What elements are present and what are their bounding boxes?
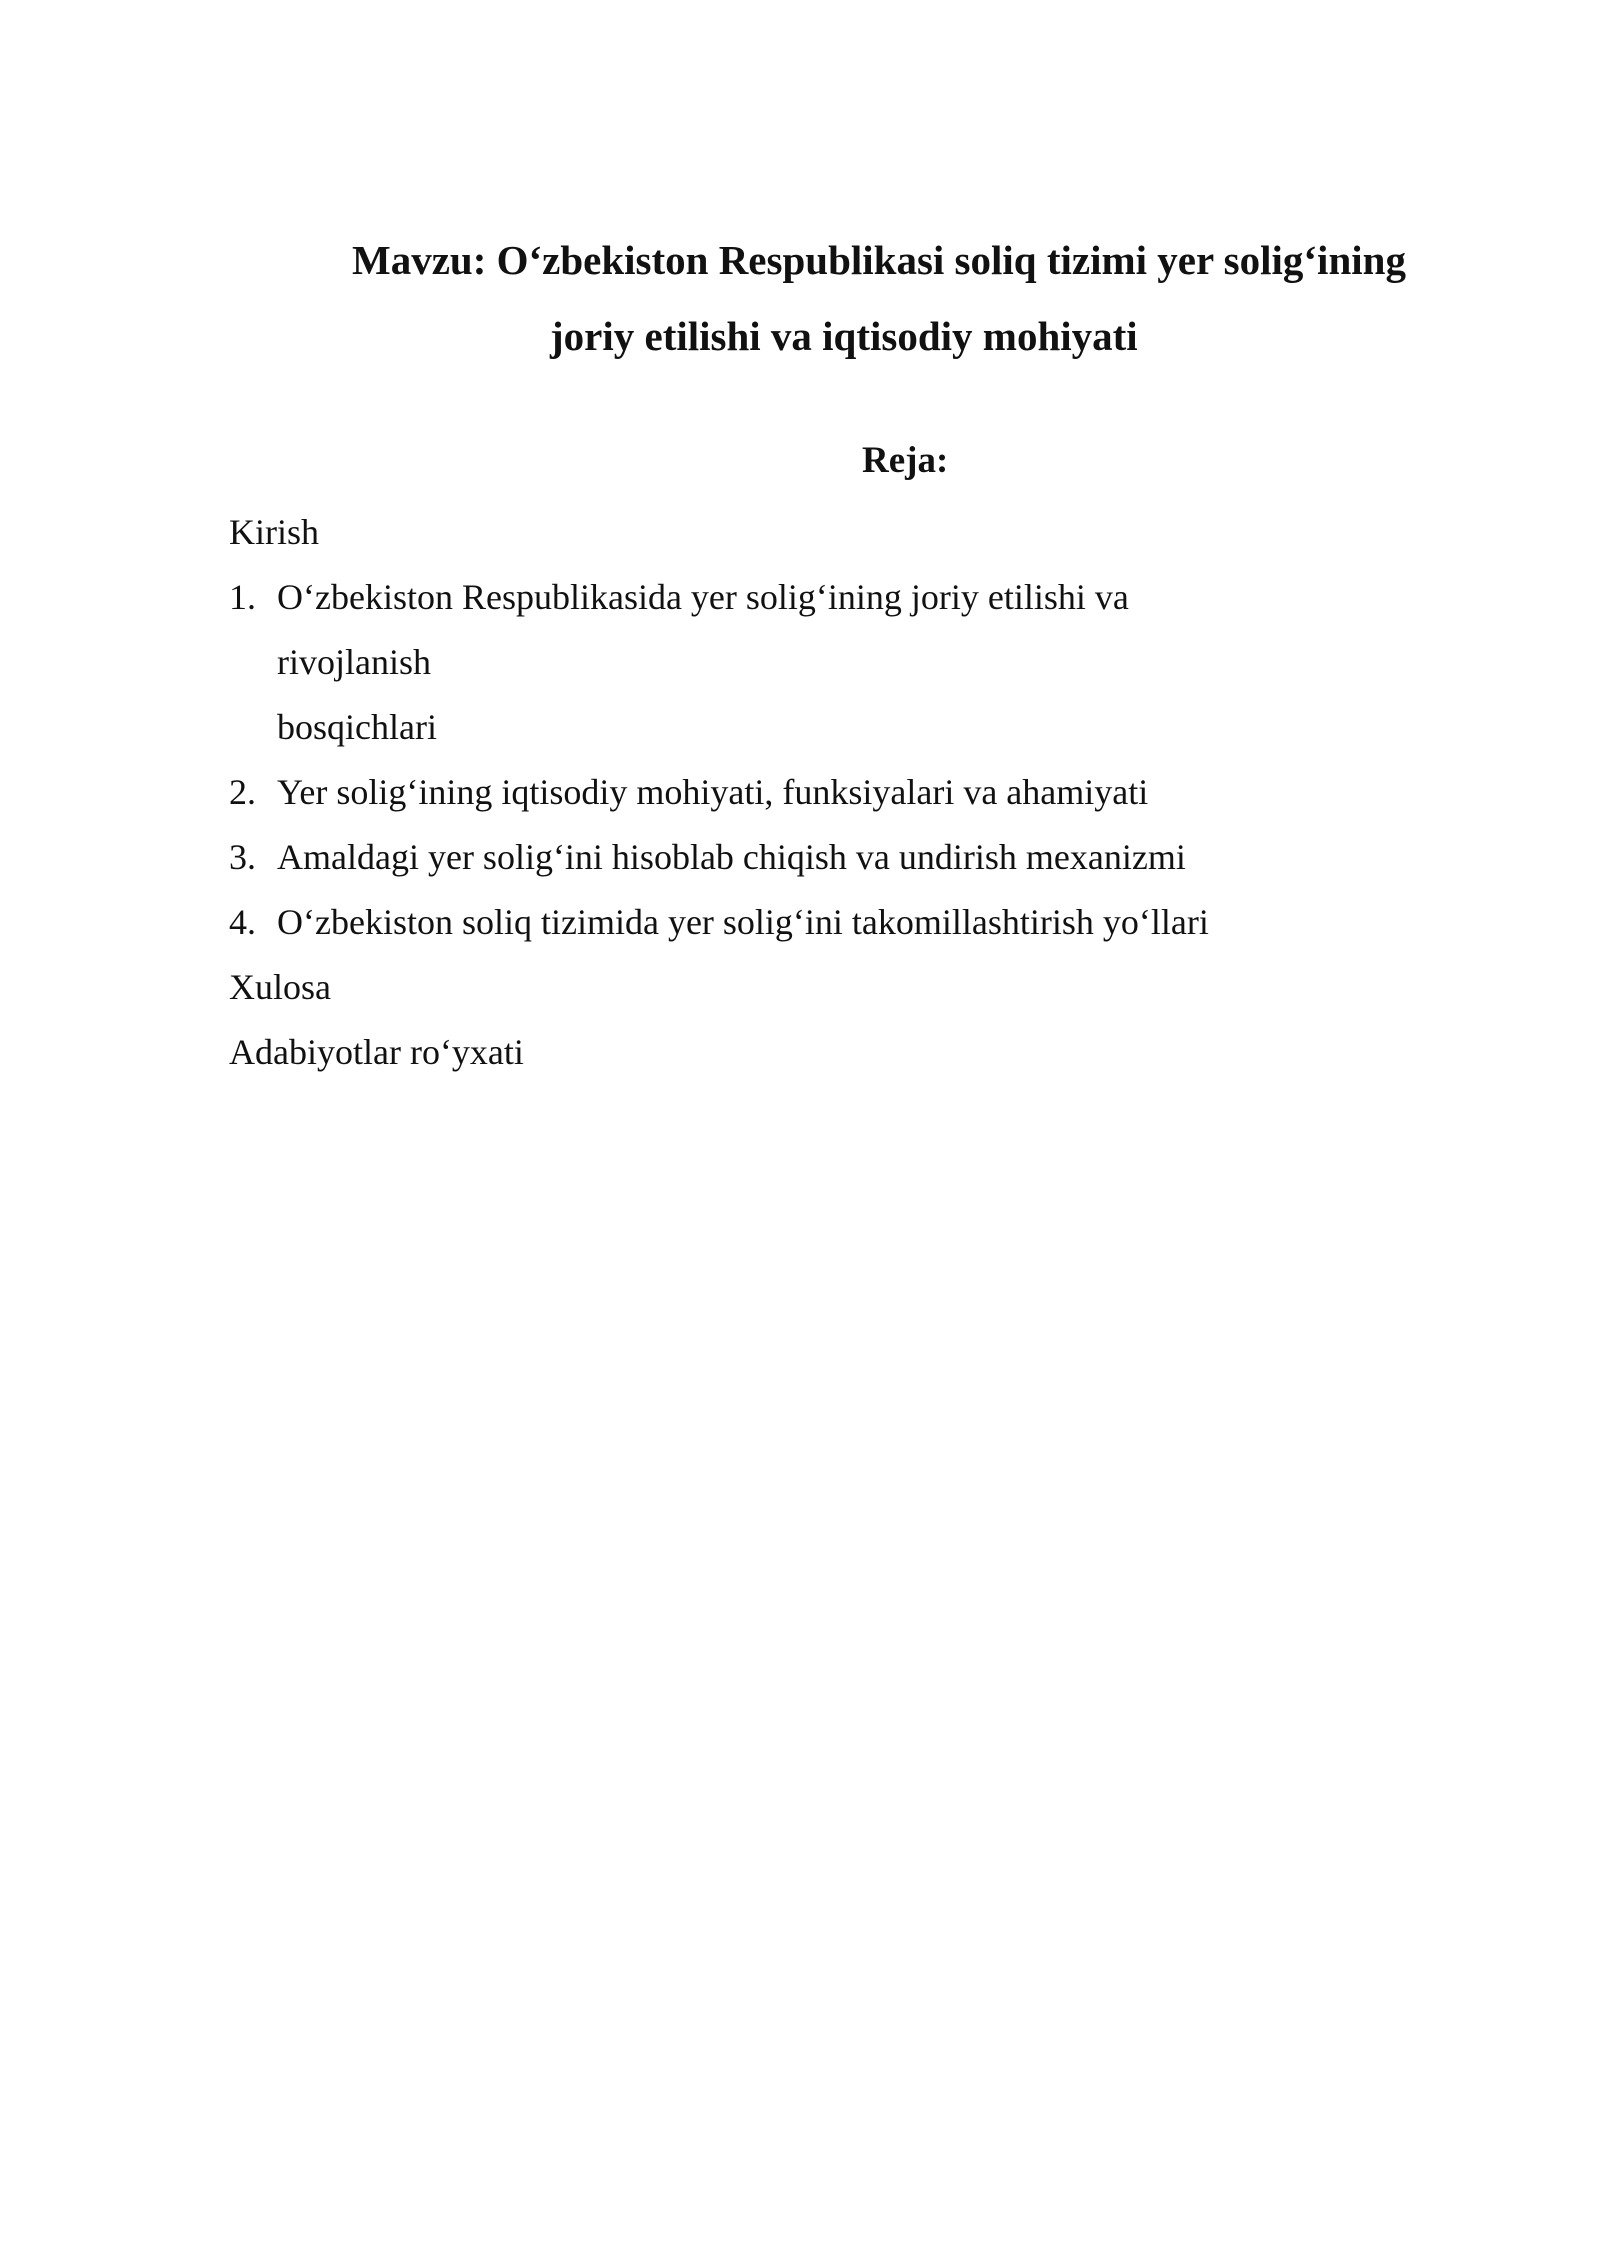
plan-item-2: [229, 760, 1429, 825]
plan-item-1: [229, 565, 1429, 760]
plan-item-text-line: bosqichlari: [277, 707, 437, 747]
plan-item-text-line: O‘zbekiston Respublikasida yer solig‘ining joriy etilishi va rivojlanish: [277, 577, 1129, 682]
plan-item-text: [277, 890, 1277, 955]
plan-item-text: [277, 760, 1277, 825]
references-entry: Adabiyotlar ro‘yxati: [229, 1032, 524, 1072]
plan-item-number: 2.: [229, 772, 256, 812]
plan-item-number: 3.: [229, 837, 256, 877]
document-title: [330, 222, 1530, 374]
plan-item-text: [277, 565, 1277, 760]
plan-item-number: 4.: [229, 902, 256, 942]
plan-item-text: [277, 825, 1277, 890]
plan-item-text-line: O‘zbekiston soliq tizimida yer solig‘ini takomillashtirish yo‘llari: [277, 902, 1209, 942]
plan-item-text-line: Amaldagi yer solig‘ini hisoblab chiqish va undirish mexanizmi: [277, 837, 1186, 877]
plan-heading: Reja:: [862, 440, 949, 481]
intro-entry: Kirish: [229, 512, 319, 552]
plan-item-4: [229, 890, 1429, 955]
title-line-1: Mavzu: O‘zbekiston Respublikasi soliq tizimi yer solig‘ining: [352, 237, 1406, 283]
plan-item-number: 1.: [229, 577, 256, 617]
title-line-2: joriy etilishi va iqtisodiy mohiyati: [550, 313, 1138, 359]
plan-item-text-line: Yer solig‘ining iqtisodiy mohiyati, funksiyalari va ahamiyati: [277, 772, 1149, 812]
conclusion-entry: Xulosa: [229, 967, 331, 1007]
plan-item-3: [229, 825, 1429, 890]
plan-list: [229, 500, 1429, 1085]
